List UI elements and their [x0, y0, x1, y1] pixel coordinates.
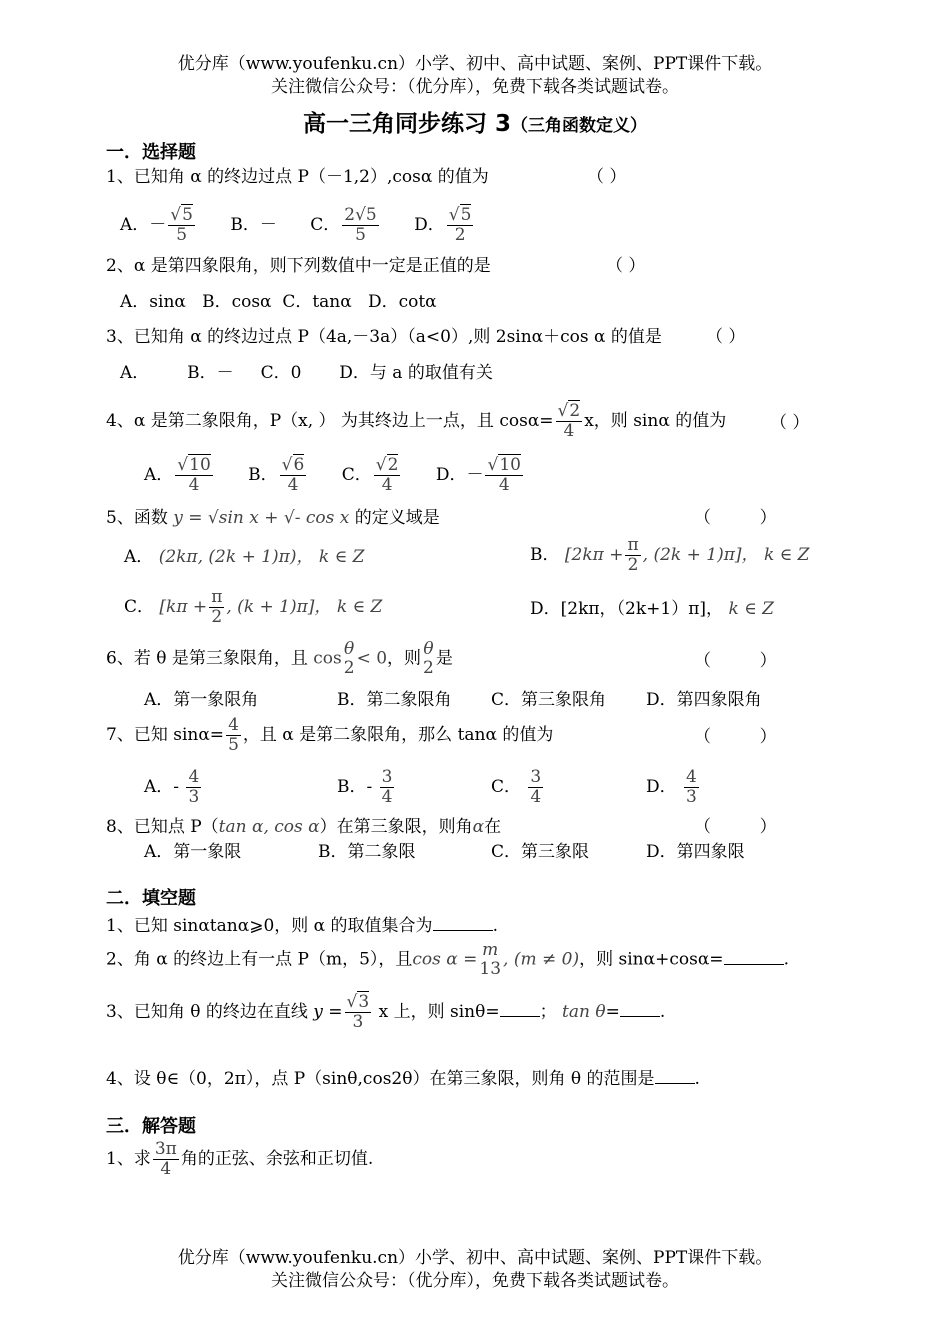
q7-option-b: B．- $\frac{3}{4}$ — [337, 767, 393, 807]
header-line-2: 关注微信公众号：（优分库），免费下载各类试题试卷。 — [271, 77, 679, 97]
q1-option-c-fraction: $\frac{2√5}{5}$ — [344, 205, 377, 245]
q6-stem-part-b: ，则 — [387, 648, 422, 669]
q8-option-c: C．第三象限 — [491, 842, 590, 862]
q1-option-a-fraction: $\frac{√5}{5}$ — [170, 205, 193, 245]
q4-options — [144, 456, 525, 495]
a1-part-b: 角的正弦、余弦和正切值. — [180, 1149, 374, 1169]
f2-part-b: ，则 sinα+cosα= — [579, 949, 724, 970]
f2-answer-blank[interactable] — [724, 948, 784, 965]
f1-stem: 1、已知 sinαtanα⩾0，则 α 的取值集合为 . — [106, 916, 498, 936]
f3-sin-answer-blank[interactable] — [500, 1000, 540, 1017]
q5-option-d: D．[2kπ，（2k+1）π]， k ∈ Z — [530, 599, 774, 619]
title-main: 高一三角同步练习 3 — [302, 111, 511, 137]
q7-option-a-fraction: $\frac{4}{3}$ — [188, 767, 200, 807]
q6-fraction-2: θ 2 — [423, 639, 434, 678]
section-fill-heading: 二．填空题 — [106, 888, 196, 909]
a1-fraction: $\frac{3\pi}{4}$ — [154, 1139, 177, 1179]
f3-stem: 3、已知角 θ 的终边在直线 y = $\frac{√3}{3}$ x 上，则 sinθ= ； tan θ= . — [106, 992, 666, 1032]
q7-option-c: C． $\frac{3}{4}$ — [491, 767, 542, 807]
footer-line-2: 关注微信公众号：（优分库），免费下载各类试题试卷。 — [271, 1271, 679, 1291]
q2-options: A．sinα B．cosα C．tanα D．cotα — [120, 292, 437, 312]
f2-stem: 2、角 α 的终边上有一点 P（m，5），且cos α = m 13 , (m ≠ 0)，则 sinα+cosα= . — [106, 940, 789, 979]
f3-tan-answer-blank[interactable] — [620, 1000, 660, 1017]
q7-fraction: $\frac{4}{5}$ — [228, 715, 239, 755]
q5-option-c: C． [kπ + $\frac{\pi}{2}$ , (k + 1)π]， k ∈ Z — [124, 587, 383, 627]
q2-stem: 2、α 是第四象限角，则下列数值中一定是正值的是 — [106, 256, 491, 276]
q4-stem-fraction: $\frac{√2}{4}$ — [557, 401, 581, 441]
q6-cos: cos — [313, 648, 342, 669]
q6-less-than-zero: < 0 — [356, 648, 388, 669]
q8-answer-paren: （ ） — [694, 817, 777, 837]
q8-stem — [106, 816, 501, 838]
f1-text: 1、已知 sinαtanα⩾0，则 α 的取值集合为 — [106, 916, 433, 936]
q6-stem-part-c: 是 — [435, 648, 453, 669]
q7-stem-part-a: 7、已知 sinα= — [106, 725, 225, 745]
q4-option-d-fraction: $\frac{√10}{4}$ — [487, 455, 521, 495]
q5-option-b-right: , (2k + 1)π]， k ∈ Z — [642, 545, 810, 565]
q3-answer-paren: （ ） — [706, 327, 746, 347]
title-sub: （三角函数定义） — [511, 116, 647, 136]
q4-option-a: A． — [144, 465, 174, 485]
q1-option-a: A．－ — [120, 215, 167, 235]
section-choice-heading: 一．选择题 — [106, 142, 196, 163]
q5-stem — [106, 507, 440, 529]
q1-options — [120, 206, 475, 245]
q6-option-d: D．第四象限角 — [646, 690, 762, 710]
q8-option-a: A．第一象限 — [144, 842, 242, 862]
q5-option-a: A． (2kπ, (2k + 1)π)， k ∈ Z — [124, 547, 365, 567]
page-title — [0, 113, 950, 137]
q5-stem-part-a: 5、函数 — [106, 508, 168, 528]
q1-stem: 1、已知角 α 的终边过点 P（－1,2）,cosα 的值为 — [106, 167, 489, 187]
q8-option-b: B．第二象限 — [318, 842, 416, 862]
header-line-1: 优分库（www.youfenku.cn）小学、初中、高中试题、案例、PPT课件下载。 — [177, 54, 773, 74]
q1-option-b: B．－ — [230, 215, 277, 235]
q6-stem — [106, 640, 453, 678]
q4-answer-paren: （ ） — [770, 413, 810, 433]
q4-option-d: D．－ — [435, 465, 484, 485]
q4-option-b-fraction: $\frac{√6}{4}$ — [281, 455, 305, 495]
q8-alpha: α — [472, 817, 485, 837]
q6-option-a: A．第一象限角 — [144, 690, 259, 710]
q4-option-c-fraction: $\frac{√2}{4}$ — [375, 455, 399, 495]
q7-stem — [106, 716, 553, 755]
f3-part-a: 3、已知角 θ 的终边在直线 — [106, 1002, 308, 1022]
q5-option-b-left: [2kπ + — [564, 545, 624, 565]
f1-answer-blank[interactable] — [433, 914, 493, 931]
q8-stem-part-b: ）在第三象限，则角 — [319, 817, 473, 837]
q1-option-c: C． — [310, 215, 341, 235]
q7-stem-part-b: ，且 α 是第二象限角，那么 tanα 的值为 — [242, 725, 554, 745]
f4-text: 4、设 θ∈（0，2π），点 P（sinθ,cos2θ）在第三象限，则角 θ 的范围是 — [106, 1069, 655, 1089]
q8-option-d: D．第四象限 — [646, 842, 745, 862]
q2-answer-paren: （ ） — [606, 256, 646, 276]
q5-option-c-left: [kπ + — [159, 597, 208, 617]
q4-stem-part-a: 4、α 是第二象限角，P（x, ） 为其终边上一点，且 cosα= — [106, 411, 554, 431]
f3-fraction: $\frac{√3}{3}$ — [346, 992, 370, 1032]
q4-option-a-fraction: $\frac{√10}{4}$ — [177, 455, 211, 495]
f2-cos: cos α = — [412, 949, 478, 970]
f3-y: y = — [313, 1002, 343, 1022]
f4-stem: 4、设 θ∈（0，2π），点 P（sinθ,cos2θ）在第三象限，则角 θ 的范围是 . — [106, 1069, 700, 1089]
q5-option-b-fraction: $\frac{\pi}{2}$ — [627, 535, 639, 575]
q5-option-b: B． [2kπ + $\frac{\pi}{2}$ , (2k + 1)π]， k ∈ Z — [530, 535, 810, 575]
f4-answer-blank[interactable] — [655, 1067, 695, 1084]
q7-option-c-fraction: $\frac{3}{4}$ — [530, 767, 542, 807]
q7-option-a: A．- $\frac{4}{3}$ — [144, 767, 200, 807]
section-answer-heading: 三．解答题 — [106, 1116, 196, 1137]
q1-answer-paren: （ ） — [587, 167, 627, 187]
footer-line-1: 优分库（www.youfenku.cn）小学、初中、高中试题、案例、PPT课件下载。 — [177, 1248, 773, 1268]
q6-stem-part-a: 6、若 θ 是第三象限角，且 — [106, 648, 308, 669]
q6-fraction: θ 2 — [343, 639, 355, 678]
q5-option-c-right: , (k + 1)π]， k ∈ Z — [226, 597, 383, 617]
q5-function: y = √sin x + √- cos x — [173, 508, 350, 528]
f3-part-b: x 上，则 sinθ= — [378, 1002, 500, 1022]
q3-stem: 3、已知角 α 的终边过点 P（4a,－3a）（a<0）,则 2sinα＋cos α 的值是 — [106, 327, 662, 347]
q8-stem-part-a: 8、已知点 P（ — [106, 817, 219, 837]
q5-option-d-set: k ∈ Z — [728, 599, 774, 619]
a1-part-a: 1、求 — [106, 1149, 151, 1169]
q6-option-c: C．第三象限角 — [491, 690, 607, 710]
f3-tan: tan θ — [562, 1002, 606, 1022]
q4-option-b: B． — [248, 465, 278, 485]
f2-condition: , (m ≠ 0) — [503, 949, 580, 970]
q5-stem-part-b: 的定义域是 — [354, 508, 440, 528]
q7-answer-paren: （ ） — [694, 727, 777, 747]
q7-option-d-fraction: $\frac{4}{3}$ — [686, 767, 697, 807]
q7-option-d: D． $\frac{4}{3}$ — [646, 767, 697, 807]
q5-option-c-fraction: $\frac{\pi}{2}$ — [211, 587, 223, 627]
f2-fraction: m 13 — [479, 940, 502, 979]
q1-option-d-fraction: $\frac{√5}{2}$ — [448, 205, 472, 245]
q8-stem-part-c: 在 — [484, 817, 502, 837]
q3-options: A． B．－ C．0 D．与 a 的取值有关 — [120, 363, 493, 383]
q6-option-b: B．第二象限角 — [337, 690, 452, 710]
q4-stem-part-b: x，则 sinα 的值为 — [584, 411, 727, 431]
q5-option-a-interval: (2kπ, (2k + 1)π)， k ∈ Z — [158, 547, 365, 567]
q5-answer-paren: （ ） — [694, 508, 777, 528]
q6-answer-paren: （ ） — [694, 651, 777, 671]
q7-option-b-fraction: $\frac{3}{4}$ — [381, 767, 393, 807]
q4-option-c: C． — [341, 465, 372, 485]
a1-stem — [106, 1140, 373, 1179]
q4-stem — [106, 402, 726, 441]
q8-point: tan α, cos α — [218, 817, 320, 837]
f2-part-a: 2、角 α 的终边上有一点 P（m，5），且 — [106, 949, 413, 970]
q1-option-d: D． — [414, 215, 445, 235]
